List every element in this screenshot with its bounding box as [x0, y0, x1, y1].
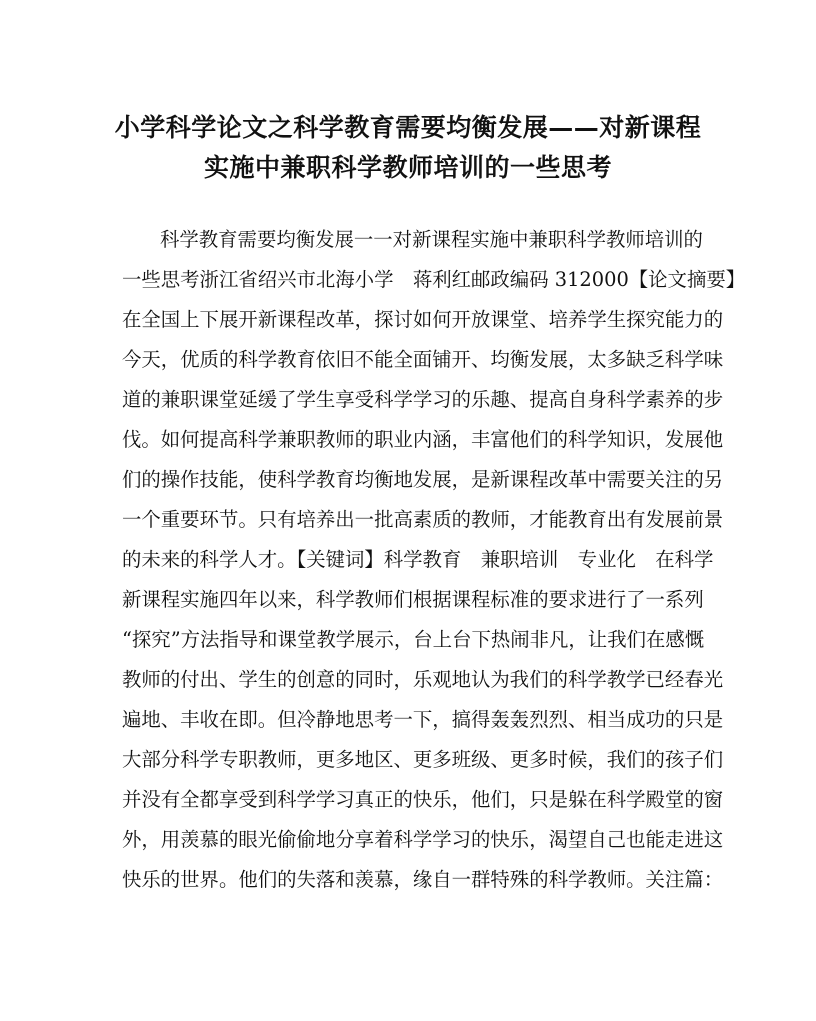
- body-line-16: 外，用羡慕的眼光偷偷地分享着科学学习的快乐，渴望自己也能走进这: [122, 828, 724, 851]
- document-title-line-2: 实施中兼职科学教师培训的一些思考: [203, 153, 612, 182]
- body-line-3: 在全国上下展开新课程改革，探讨如何开放课堂、培养学生探究能力的: [122, 308, 724, 331]
- body-line-17: 快乐的世界。他们的失落和羡慕，缘自一群特殊的科学教师。关注篇：: [122, 868, 724, 891]
- body-line-10: 新课程实施四年以来，科学教师们根据课程标准的要求进行了一系列: [122, 588, 704, 611]
- body-line-13: 遍地、丰收在即。但冷静地思考一下，搞得轰轰烈烈、相当成功的只是: [122, 708, 724, 731]
- body-line-7: 们的操作技能，使科学教育均衡地发展，是新课程改革中需要关注的另: [122, 468, 724, 491]
- body-line-4: 今天，优质的科学教育依旧不能全面铺开、均衡发展，太多缺乏科学味: [122, 348, 724, 371]
- body-line-12: 教师的付出、学生的创意的同时，乐观地认为我们的科学教学已经春光: [122, 668, 724, 691]
- body-line-9: 的未来的科学人才。【关键词】科学教育 兼职培训 专业化 在科学: [122, 548, 714, 571]
- body-line-2: 一些思考浙江省绍兴市北海小学 蒋利红邮政编码 312000【论文摘要】: [122, 268, 746, 291]
- body-line-14: 大部分科学专职教师，更多地区、更多班级、更多时候，我们的孩子们: [122, 748, 724, 771]
- body-line-15: 并没有全都享受到科学学习真正的快乐，他们，只是躲在科学殿堂的窗: [122, 788, 724, 811]
- body-line-1: 科学教育需要均衡发展一一对新课程实施中兼职科学教师培训的: [160, 228, 703, 251]
- document-title-line-1: 小学科学论文之科学教育需要均衡发展——对新课程: [114, 113, 702, 142]
- body-line-5: 道的兼职课堂延缓了学生享受科学学习的乐趣、提高自身科学素养的步: [122, 388, 724, 411]
- body-line-11: “探究”方法指导和课堂教学展示，台上台下热闹非凡，让我们在感慨: [122, 628, 705, 651]
- body-line-6: 伐。如何提高科学兼职教师的职业内涵，丰富他们的科学知识，发展他: [122, 428, 724, 451]
- body-line-8: 一个重要环节。只有培养出一批高素质的教师，才能教育出有发展前景: [122, 508, 724, 531]
